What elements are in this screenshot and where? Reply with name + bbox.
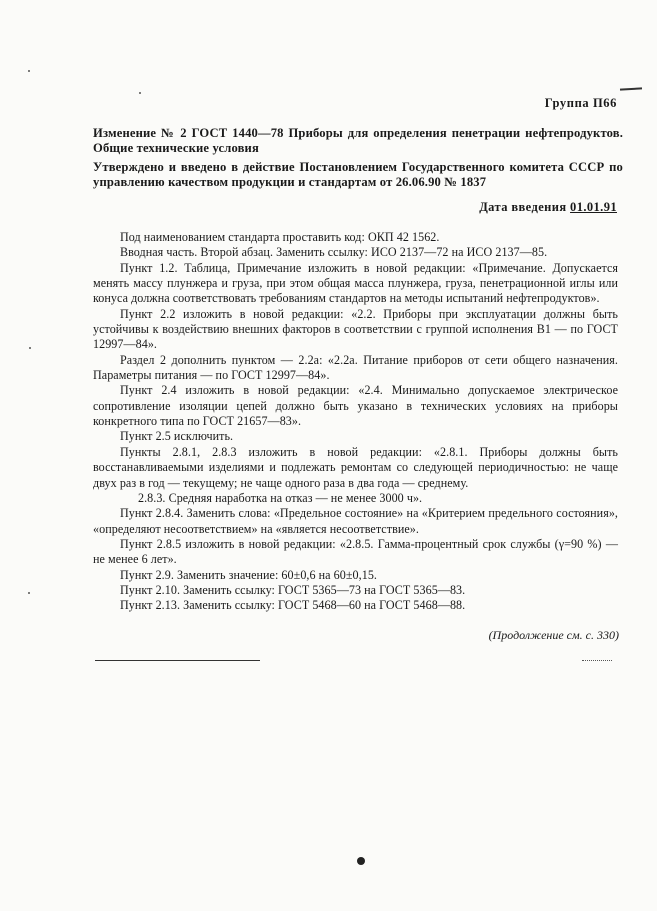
paragraph: Пункт 2.5 исключить. [120,429,234,444]
scan-speck [29,347,31,349]
paragraph: Пункт 1.2. Таблица, Примечание изложить в новой редакции: «Примечание. Допускается менять массу плунжера и груза, при этом общая масса плунжера, груза, пенетрационной иглы или конуса должна соответствовать требованиям стандартов на методы испытаний нефтепродуктов». [93,260,618,306]
paragraph: Пункт 2.8.5 изложить в новой редакции: «2.8.5. Гамма-процентный срок службы (γ=90 %) — не менее 6 лет». [93,536,618,567]
amendment-title: Изменение № 2 ГОСТ 1440—78 Приборы для определения пенетрации нефтепродуктов. Общие технические условия [93,126,623,155]
paragraph: Пункт 2.8.4. Заменить слова: «Предельное состояние» на «Критерием предельного состояния», «определяют несоответствием» на «является несоответствие». [93,506,618,536]
scan-speck [28,70,30,72]
paragraph: Пункт 2.2 изложить в новой редакции: «2.2. Приборы при эксплуатации должны быть устойчивы к воздействию внешних факторов в соответствии с группой исполнения В1 — по ГОСТ 12997—84». [93,306,618,352]
continuation-note: (Продолжение см. с. 330) [488,628,619,642]
scan-speck [28,592,30,594]
approval-statement: Утверждено и введено в действие Постановлением Государственного комитета СССР по управлению качеством продукции и стандартам от 26.06.90 № 1837 [93,160,623,189]
group-code: Группа П66 [544,96,617,110]
paragraph: Вводная часть. Второй абзац. Заменить ссылку: ИСО 2137—72 на ИСО 2137—85. [120,245,548,260]
binding-hole-dot [357,857,365,865]
effective-date [479,200,617,215]
amendment-body [93,230,618,614]
effective-date-label: Дата введения [479,200,567,214]
pen-mark [620,87,642,90]
scan-speck [139,92,141,94]
paragraph: Раздел 2 дополнить пунктом — 2.2а: «2.2а. Питание приборов от сети общего назначения. Параметры питания — по ГОСТ 12997—84». [93,352,618,383]
paragraph: Пункт 2.10. Заменить ссылку: ГОСТ 5365—73 на ГОСТ 5365—83. [120,582,466,597]
paragraph: Под наименованием стандарта проставить код: ОКП 42 1562. [120,230,440,244]
paragraph: Пункт 2.9. Заменить значение: 60±0,6 на 60±0,15. [120,567,377,582]
footer-rule [95,660,260,661]
paragraph: Пункты 2.8.1, 2.8.3 изложить в новой редакции: «2.8.1. Приборы должны быть восстанавливаемыми изделиями и подлежать ремонтам со следующей периодичностью: не чаще двух раз в год — текущему; не чаще одного раза в два года — среднему. [93,444,618,490]
paragraph: 2.8.3. Средняя наработка на отказ — не менее 3000 ч». [138,490,423,505]
effective-date-value: 01.01.91 [570,200,617,214]
footer-rule-dotted [582,660,612,662]
paragraph: Пункт 2.13. Заменить ссылку: ГОСТ 5468—60 на ГОСТ 5468—88. [120,598,466,613]
paragraph: Пункт 2.4 изложить в новой редакции: «2.4. Минимально допускаемое электрическое сопротивление изоляции цепей должно быть указано в технических условиях на приборы конкретного типа по ГОСТ 21657—83». [93,383,618,429]
